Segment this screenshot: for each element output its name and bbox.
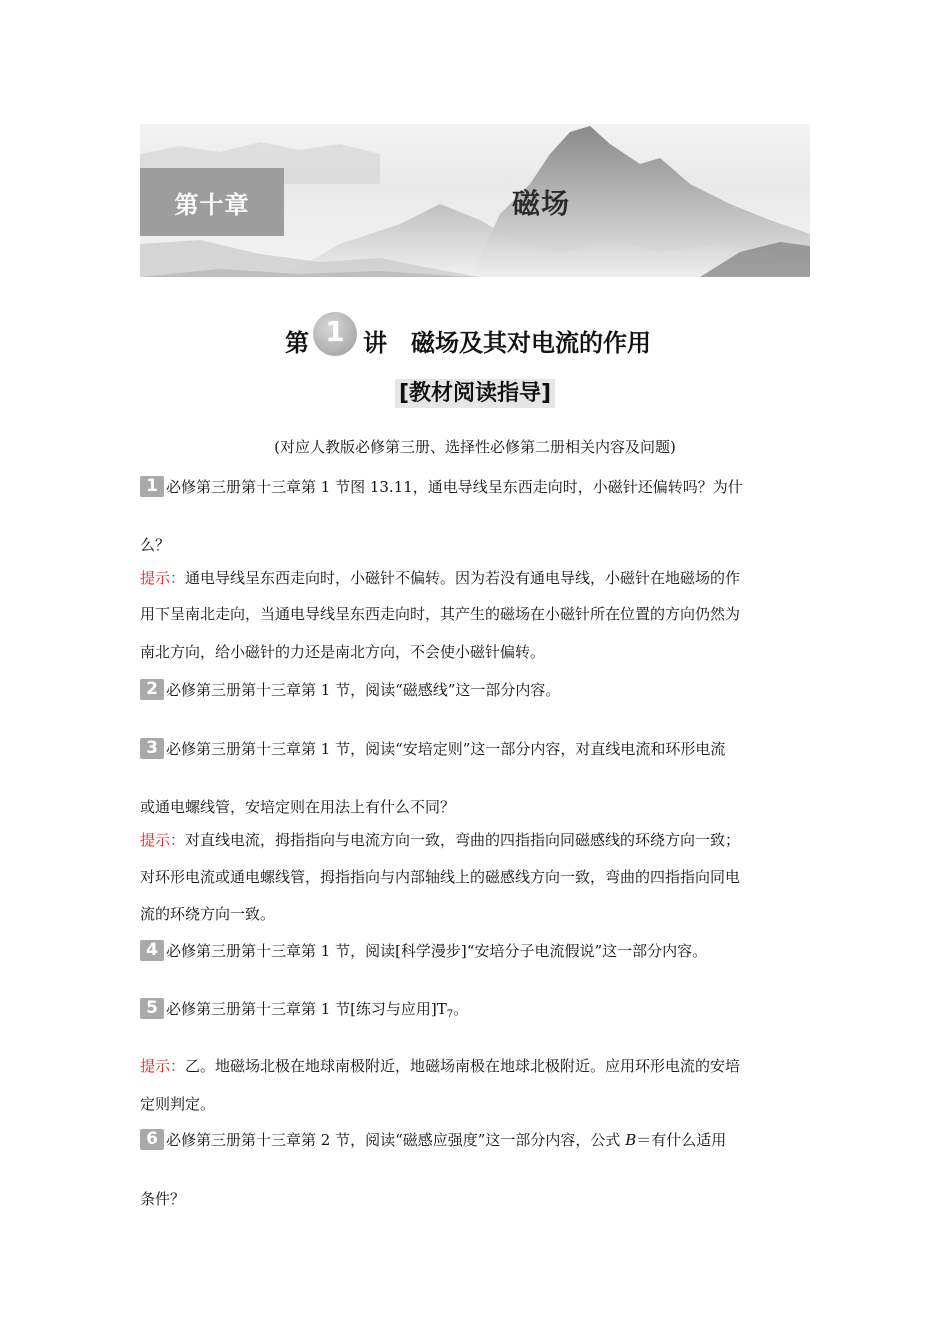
hint-label: 提示： bbox=[140, 1057, 186, 1075]
question-number-badge: 2 bbox=[140, 679, 164, 700]
question-1 bbox=[140, 476, 812, 497]
hint-text: 乙。地磁场北极在地球南极附近，地磁场南极在地球北极附近。应用环形电流的安培 bbox=[185, 1057, 741, 1075]
question-number-badge: 5 bbox=[140, 998, 164, 1019]
question-text: 必修第三册第十三章第 1 节，阅读“安培定则”这一部分内容，对直线电流和环形电流 bbox=[166, 740, 726, 758]
hint-text: 通电导线呈东西走向时，小磁针不偏转。因为若没有通电导线，小磁针在地磁场的作 bbox=[185, 569, 741, 587]
question-number-badge: 6 bbox=[140, 1129, 164, 1150]
question-4 bbox=[140, 940, 812, 961]
question-text-end: 。 bbox=[453, 1000, 469, 1018]
chapter-label: 第十章 bbox=[140, 168, 284, 236]
question-number-badge: 3 bbox=[140, 738, 164, 759]
lecture-name: 磁场及其对电流的作用 bbox=[411, 328, 651, 357]
hint-text: 定则判定。 bbox=[140, 1095, 216, 1113]
section-subtitle: (对应人教版必修第三册、选择性必修第二册相关内容及问题) bbox=[274, 438, 676, 456]
hint-text: 对直线电流，拇指指向与电流方向一致，弯曲的四指指向同磁感线的环绕方向一致； bbox=[185, 831, 741, 849]
question-number-badge: 4 bbox=[140, 940, 164, 961]
question-text: 必修第三册第十三章第 1 节，阅读“磁感线”这一部分内容。 bbox=[166, 681, 561, 699]
hint-label: 提示： bbox=[140, 831, 186, 849]
hint-text: 对环形电流或通电螺线管，拇指指向与内部轴线上的磁感线方向一致，弯曲的四指指向同电 bbox=[140, 868, 741, 886]
lecture-number-badge: 1 bbox=[313, 312, 357, 356]
lecture-suffix: 讲 bbox=[363, 328, 387, 357]
question-text: 必修第三册第十三章第 2 节，阅读“磁感应强度”这一部分内容，公式 bbox=[166, 1131, 626, 1149]
question-text: ＝有什么适用 bbox=[636, 1131, 727, 1149]
question-text: 必修第三册第十三章第 1 节[练习与应用]T bbox=[166, 1000, 447, 1018]
hint-3 bbox=[140, 829, 812, 850]
hint-text: 用下呈南北走向，当通电导线呈东西走向时，其产生的磁场在小磁针所在位置的方向仍然为 bbox=[140, 605, 741, 623]
chapter-banner bbox=[140, 124, 810, 277]
question-text-continued: 条件？ bbox=[140, 1190, 186, 1208]
question-text-continued: 或通电螺线管，安培定则在用法上有什么不同？ bbox=[140, 798, 456, 816]
lecture-prefix: 第 bbox=[285, 328, 309, 357]
hint-1 bbox=[140, 567, 812, 588]
question-text-continued: 么？ bbox=[140, 536, 171, 554]
lecture-title bbox=[285, 315, 651, 362]
question-5 bbox=[140, 998, 812, 1020]
question-6 bbox=[140, 1129, 812, 1150]
question-text: 必修第三册第十三章第 1 节，阅读[科学漫步]“安培分子电流假说”这一部分内容。 bbox=[166, 942, 708, 960]
chapter-title: 磁场 bbox=[512, 187, 571, 220]
question-2 bbox=[140, 679, 812, 700]
question-3 bbox=[140, 738, 812, 759]
question-number-badge: 1 bbox=[140, 476, 164, 497]
hint-5 bbox=[140, 1055, 812, 1076]
hint-text: 南北方向，给小磁针的力还是南北方向，不会使小磁针偏转。 bbox=[140, 643, 546, 661]
question-text: 必修第三册第十三章第 1 节图 13.11，通电导线呈东西走向时，小磁针还偏转吗？为什 bbox=[166, 478, 743, 496]
question-subscript: 7 bbox=[446, 1009, 454, 1020]
hint-label: 提示： bbox=[140, 569, 186, 587]
formula-variable: B bbox=[625, 1131, 637, 1149]
section-heading: [教材阅读指导] bbox=[0, 376, 950, 407]
hint-text: 流的环绕方向一致。 bbox=[140, 905, 276, 923]
